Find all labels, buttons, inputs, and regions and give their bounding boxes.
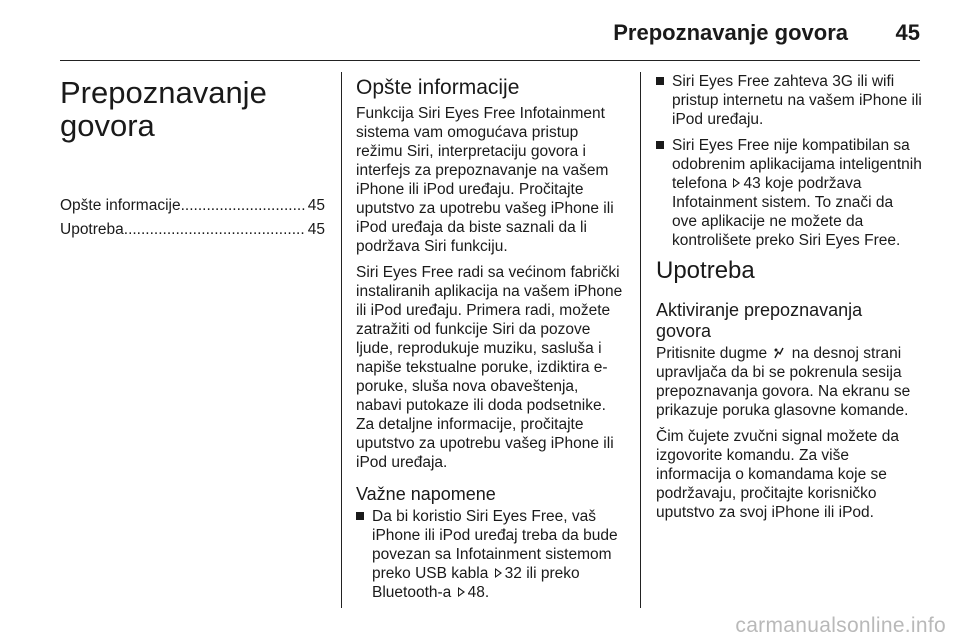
toc-leader-dots bbox=[124, 220, 306, 239]
list-item bbox=[356, 507, 624, 602]
section-heading-usage: Upotreba bbox=[656, 257, 755, 284]
note-3-ref[interactable]: 43 bbox=[743, 175, 761, 192]
section-heading-general: Opšte informacije bbox=[356, 76, 520, 99]
page-number: 45 bbox=[895, 20, 920, 45]
toc-entry-usage[interactable] bbox=[60, 220, 325, 239]
table-of-contents bbox=[60, 196, 325, 239]
toc-entry-label: Upotreba bbox=[60, 221, 124, 238]
bullet-square-icon bbox=[656, 77, 664, 85]
notes-list bbox=[356, 507, 624, 602]
voice-command-icon bbox=[773, 346, 785, 360]
chapter-title bbox=[60, 76, 325, 142]
section-heading-notes: Važne napomene bbox=[356, 484, 496, 504]
toc-entry-general[interactable] bbox=[60, 196, 325, 215]
usage-p1-post: na desnoj strani upravljača da bi se pokrenula sesija prepoznavanja govora. Na ekranu se prikazuje poruka glasovne komande. bbox=[656, 345, 911, 419]
bullet-square-icon bbox=[656, 141, 664, 149]
column-divider-2 bbox=[640, 72, 641, 608]
header-divider bbox=[60, 60, 920, 61]
usage-paragraph-2: Čim čujete zvučni signal možete da izgovorite komandu. Za više informacija o komandama koje se podržavaju, pročitajte korisničko uputstvo za svoj iPhone ili iPod. bbox=[656, 428, 899, 521]
toc-entry-label: Opšte informacije bbox=[60, 197, 181, 214]
note-3-text: Siri Eyes Free nije kompatibilan sa odobrenim aplikacijama inteligentnih telefona bbox=[672, 137, 922, 192]
note-2-text: Siri Eyes Free zahteva 3G ili wifi pristup internetu na vašem iPhone ili iPod uređaju. bbox=[672, 73, 922, 128]
cross-reference-arrow-icon bbox=[458, 587, 465, 597]
page-header bbox=[60, 14, 920, 58]
running-title: Prepoznavanje govora bbox=[613, 20, 848, 45]
note-3-text-post: koje podržava Infotainment sistem. To znači da ove aplikacije ne možete da kontrolišete preko Siri Eyes Free. bbox=[672, 175, 901, 249]
cross-reference-arrow-icon bbox=[495, 568, 502, 578]
list-item bbox=[656, 72, 922, 129]
watermark: carmanualsonline.info bbox=[735, 614, 946, 637]
chapter-column bbox=[60, 72, 325, 244]
notes-list-continued bbox=[656, 72, 922, 250]
general-info-column bbox=[356, 72, 624, 609]
usage-column bbox=[656, 72, 922, 529]
note-1-ref-usb[interactable]: 32 bbox=[504, 565, 522, 582]
subsection-heading-activation: Aktiviranje prepoznavanja govora bbox=[656, 300, 863, 341]
chapter-title-line2: govora bbox=[60, 108, 155, 143]
toc-entry-page: 45 bbox=[307, 197, 325, 214]
note-1-ref-bluetooth[interactable]: 48. bbox=[467, 584, 490, 601]
usage-p1-pre: Pritisnite dugme bbox=[656, 345, 768, 362]
usage-paragraph-1 bbox=[656, 344, 922, 420]
list-item bbox=[656, 136, 922, 250]
cross-reference-arrow-icon bbox=[733, 178, 740, 188]
general-paragraph-2: Siri Eyes Free radi sa većinom fabrički instaliranih aplikacija na vašem iPhone ili iPod uređaju. Primera radi, možete zatražiti od funkcije Siri da pozove ljude, reprodukuje muziku, sasluša i napiše tekstualne poruke, izdiktira e-poruke, sluša nova obaveštenja, nabavi putokaze ili doda podsetnike. Za detaljne informacije, pročitajte uputstvo za upotrebu vašeg iPhone ili iPod uređaja. bbox=[356, 264, 623, 471]
chapter-title-line1: Prepoznavanje bbox=[60, 75, 267, 110]
note-1-text: Da bi koristio Siri Eyes Free, vaš iPhone ili iPod uređaj treba da bude povezan sa Infotainment sistemom preko USB kabla bbox=[372, 508, 618, 582]
toc-entry-page: 45 bbox=[307, 221, 325, 238]
toc-leader-dots bbox=[181, 196, 306, 215]
column-divider-1 bbox=[341, 72, 342, 608]
bullet-square-icon bbox=[356, 512, 364, 520]
general-paragraph-1: Funkcija Siri Eyes Free Infotainment sistema vam omogućava pristup režimu Siri, interpretaciju govora i interfejs za prepoznavanje na vašem iPhone ili iPod uređaju. Pročitajte uputstvo za upotrebu vašeg iPhone ili iPod uređaja da biste saznali da li podržava Siri funkciju. bbox=[356, 105, 614, 255]
note-1-text-mid: ili preko Bluetooth-a bbox=[372, 565, 580, 601]
